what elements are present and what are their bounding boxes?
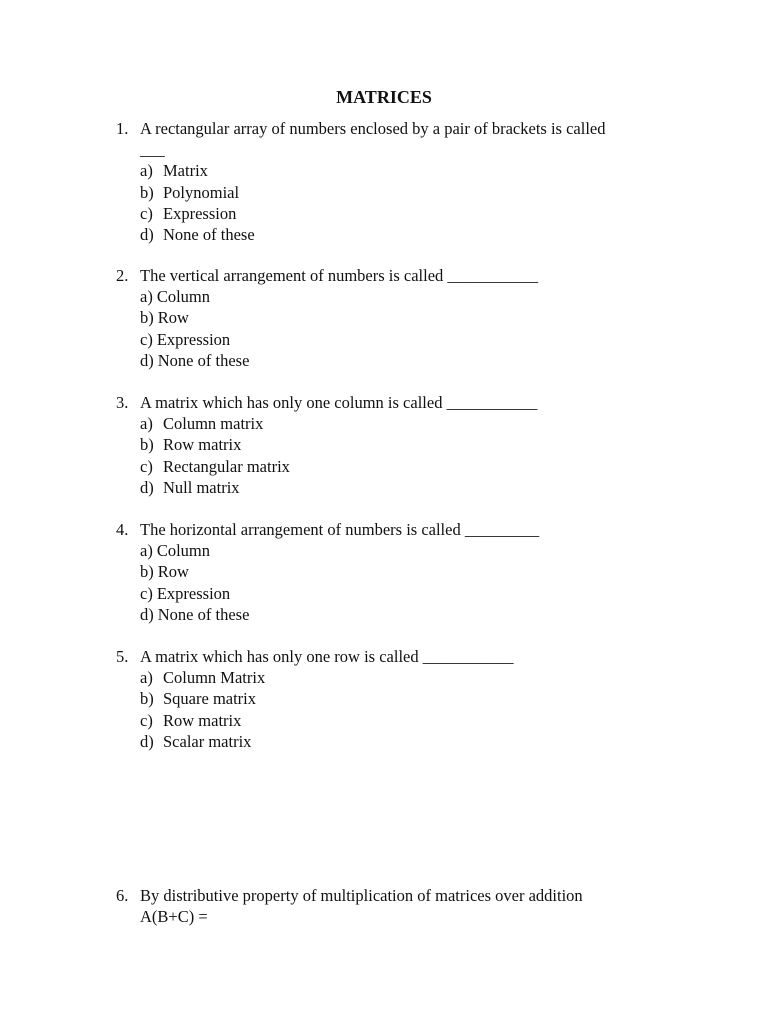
option-text: Expression [156,329,231,349]
option-letter: b) [140,308,154,328]
option-letter: d) [140,477,154,497]
option-text: Column matrix [163,414,264,434]
question-text: A rectangular array of numbers enclosed by a pair of brackets is called [140,119,606,138]
option-b [116,434,676,455]
question-stem [116,646,676,667]
option-text: Row [157,562,189,582]
option-letter: a) [140,161,153,181]
option-d [116,350,676,371]
option-text: Column [156,287,211,307]
question-stem [116,265,676,286]
question-number: 1. [116,119,129,138]
option-c [116,329,676,350]
option-letter: d) [140,731,154,751]
option-a [116,286,676,307]
option-letter: a) [140,414,153,434]
option-text: None of these [163,225,255,245]
option-letter: d) [140,604,154,624]
option-text: Expression [156,583,231,603]
option-c [116,456,676,477]
option-letter: c) [140,203,153,223]
answer-blank: ___ [140,140,165,160]
option-a [116,540,676,561]
option-letter: c) [140,710,153,730]
question-4 [116,519,676,625]
option-letter: b) [140,562,154,582]
option-letter: a) [140,541,153,561]
option-c [116,203,676,224]
question-stem [116,519,676,540]
option-text: Column [156,541,211,561]
option-d [116,604,676,625]
option-b [116,688,676,709]
option-d [116,224,676,245]
question-1 [116,118,676,245]
option-letter: c) [140,456,153,476]
option-a [116,667,676,688]
option-letter: c) [140,583,153,603]
question-5 [116,646,676,752]
question-stem [116,392,676,413]
option-text: Null matrix [163,477,240,497]
option-b [116,561,676,582]
question-text: A matrix which has only one column is called ___________ [140,393,538,412]
question-number: 5. [116,647,129,666]
option-text: Polynomial [163,182,240,202]
option-text: Rectangular matrix [163,456,290,476]
question-2 [116,265,676,371]
option-d [116,477,676,498]
question-number: 4. [116,520,129,539]
option-text: None of these [157,604,250,624]
option-text: None of these [157,350,250,370]
page-title: MATRICES [336,87,432,107]
option-c [116,710,676,731]
question-text: A matrix which has only one row is called ___________ [140,647,514,666]
question-stem [116,118,676,139]
option-letter: a) [140,668,153,688]
option-letter: d) [140,350,154,370]
question-6 [116,885,676,927]
question-number: 2. [116,266,129,285]
option-letter: c) [140,329,153,349]
question-stem [116,885,676,906]
option-letter: a) [140,287,153,307]
question-expression: A(B+C) = [140,907,208,927]
option-a [116,413,676,434]
option-c [116,583,676,604]
question-text: The vertical arrangement of numbers is called ___________ [140,266,539,285]
option-text: Matrix [163,161,208,181]
option-text: Expression [163,203,237,223]
question-text: By distributive property of multiplication of matrices over addition [140,886,583,905]
option-text: Row matrix [163,435,242,455]
option-d [116,731,676,752]
option-b [116,182,676,203]
option-a [116,160,676,181]
option-text: Square matrix [163,689,257,709]
option-text: Row matrix [163,710,242,730]
option-letter: b) [140,689,154,709]
option-text: Row [157,308,189,328]
option-letter: b) [140,435,154,455]
option-text: Scalar matrix [163,731,252,751]
option-text: Column Matrix [163,668,266,688]
question-number: 3. [116,393,129,412]
option-b [116,307,676,328]
question-text: The horizontal arrangement of numbers is called _________ [140,520,540,539]
question-number: 6. [116,886,129,905]
option-letter: d) [140,225,154,245]
option-letter: b) [140,182,154,202]
question-3 [116,392,676,498]
